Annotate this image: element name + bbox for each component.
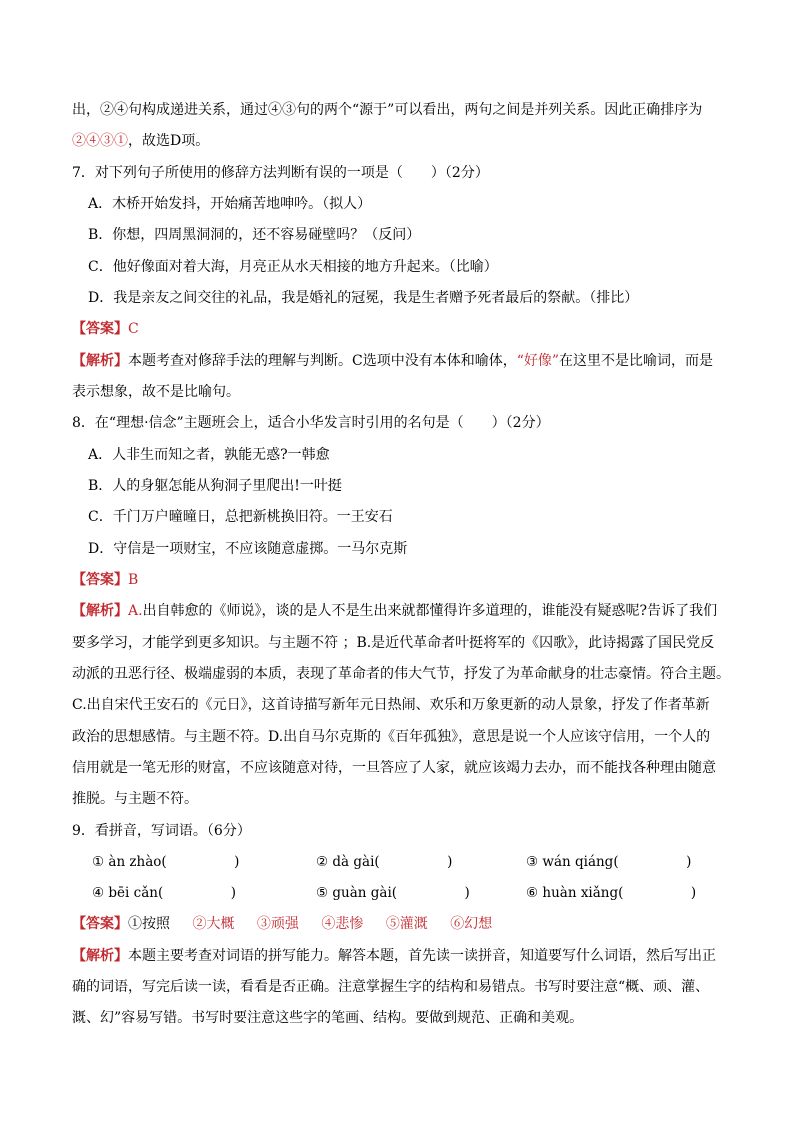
q8-option-d: D．守信是一项财宝，不应该随意虚掷。一马尔克斯 [88, 541, 408, 557]
q8-answer-label: 【答案】 [72, 572, 128, 588]
q7-answer-value: C [128, 321, 139, 337]
q9-analysis-line-2: 确的词语，写完后读一读，看看是否正确。注意掌握生字的结构和易错点。书写时要注意“概、顽、灌、 [72, 979, 710, 995]
q9-pinyin-5: ⑤ guàn gài( ) [316, 885, 470, 901]
q9-pinyin-1: ① àn zhào( ) [92, 854, 240, 870]
q9-answer-label: 【答案】 [72, 916, 128, 932]
q9-analysis-text-1: 本题主要考查对词语的拼写能力。解答本题，首先读一读拼音，知道要写什么词语，然后写出正 [128, 948, 716, 964]
q9-pinyin-row-2 [92, 884, 732, 902]
q7-option-c: C．他好像面对着大海，月亮正从水天相接的地方升起来。（比喻） [88, 259, 498, 275]
q8-analysis-red: A. [128, 603, 143, 619]
q7-analysis-text-a: 本题考查对修辞手法的理解与判断。C选项中没有本体和喻体， [128, 353, 517, 369]
q7-answer-label: 【答案】 [72, 321, 128, 337]
q7-analysis-label: 【解析】 [72, 353, 128, 369]
q7-option-a: A．木桥开始发抖，开始痛苦地呻吟。（拟人） [88, 196, 372, 212]
q7-answer [72, 320, 722, 338]
q8-analysis-line-3: 动派的丑恶行径、极端虚弱的本质，表现了革命者的伟大气节，抒发了为革命献身的壮志豪情。符合主题。 [72, 666, 730, 682]
q8-stem: 8．在“理想·信念”主题班会上，适合小华发言时引用的名句是（ ）（2分） [72, 415, 550, 431]
q9-stem: 9．看拼音，写词语。（6分） [72, 823, 251, 839]
intro-line-1 [72, 101, 722, 119]
q9-pinyin-2: ② dà gài( ) [316, 854, 453, 870]
q8-analysis-line-2: 要多学习，才能学到更多知识。与主题不符 ；B.是近代革命者叶挺将军的《囚歌》，此诗揭露了国民党反 [72, 635, 715, 651]
q9-pinyin-3: ③ wán qiáng( ) [526, 854, 692, 870]
q9-pinyin-4: ④ bēi cǎn( ) [92, 885, 236, 901]
q9-pinyin-row-1 [92, 853, 732, 871]
q7-analysis-line-2: 表示想象，故不是比喻句。 [72, 384, 240, 400]
q8-analysis-line-6: 信用就是一笔无形的财富，不应该随意对待，一旦答应了人家，就应该竭力去办，而不能找各种理由随意 [72, 760, 716, 776]
intro-text-1: 出，②④句构成递进关系，通过④③句的两个“源于”可以看出，两句之间是并列关系。因此正确排序为 [72, 102, 703, 118]
q8-analysis-line-4: C.出自宋代王安石的《元日》，这首诗描写新年元日热闹、欢乐和万象更新的动人景象，抒发了作者革新 [72, 697, 710, 713]
q9-answer-6: ⑥幻想 [450, 916, 493, 932]
q7-analysis-line-1 [72, 352, 722, 370]
q8-option-b: B．人的身躯怎能从狗洞子里爬出!一叶挺 [88, 478, 342, 494]
q8-analysis-text-1: 出自韩愈的《师说》，谈的是人不是生出来就都懂得许多道理的，谁能没有疑惑呢?告诉了我们 [142, 603, 718, 619]
q9-answer-3: ③顽强 [256, 916, 299, 932]
q8-option-a: A．人非生而知之者，孰能无惑?一韩愈 [88, 447, 330, 463]
q8-analysis-line-7: 推脱。与主题不符。 [72, 791, 198, 807]
q9-analysis-line-1 [72, 947, 722, 965]
q7-analysis-red: “好像” [516, 353, 560, 369]
intro-text-2: ，故选D项。 [128, 133, 210, 149]
q9-analysis-line-3: 溉、幻”容易写错。书写时要注意这些字的笔画、结构。要做到规范、正确和美观。 [72, 1010, 584, 1026]
q8-analysis-line-1 [72, 602, 722, 620]
q8-analysis-line-5: 政治的思想感情。与主题不符。D.出自马尔克斯的《百年孤独》，意思是说一个人应该守信用，一个人的 [72, 729, 711, 745]
q9-analysis-label: 【解析】 [72, 948, 128, 964]
intro-order-red: ②④③① [72, 133, 128, 149]
q9-answer-5: ⑤灌溉 [385, 916, 428, 932]
q8-option-c: C．千门万户曈曈日，总把新桃换旧符。一王安石 [88, 509, 393, 525]
q7-option-b: B．你想，四周黑洞洞的，还不容易碰壁吗？（反问） [88, 227, 421, 243]
q9-answer-2: ②大概 [192, 916, 235, 932]
q9-pinyin-6: ⑥ huàn xiǎng( ) [526, 885, 697, 901]
q9-answer-4: ④悲惨 [321, 916, 364, 932]
q7-stem: 7．对下列句子所使用的修辞方法判断有误的一项是（ ）（2分） [72, 165, 489, 181]
q8-answer-value: B [128, 572, 139, 588]
q8-analysis-label: 【解析】 [72, 603, 128, 619]
q7-analysis-text-b: 在这里不是比喻词，而是 [559, 353, 714, 369]
q8-answer [72, 571, 722, 589]
q9-answer-1: ①按照 [128, 916, 170, 932]
q7-option-d: D．我是亲友之间交往的礼品，我是婚礼的冠冕，我是生者赠予死者最后的祭献。（排比） [88, 290, 639, 306]
intro-line-2 [72, 132, 722, 150]
q9-answer [72, 915, 722, 933]
